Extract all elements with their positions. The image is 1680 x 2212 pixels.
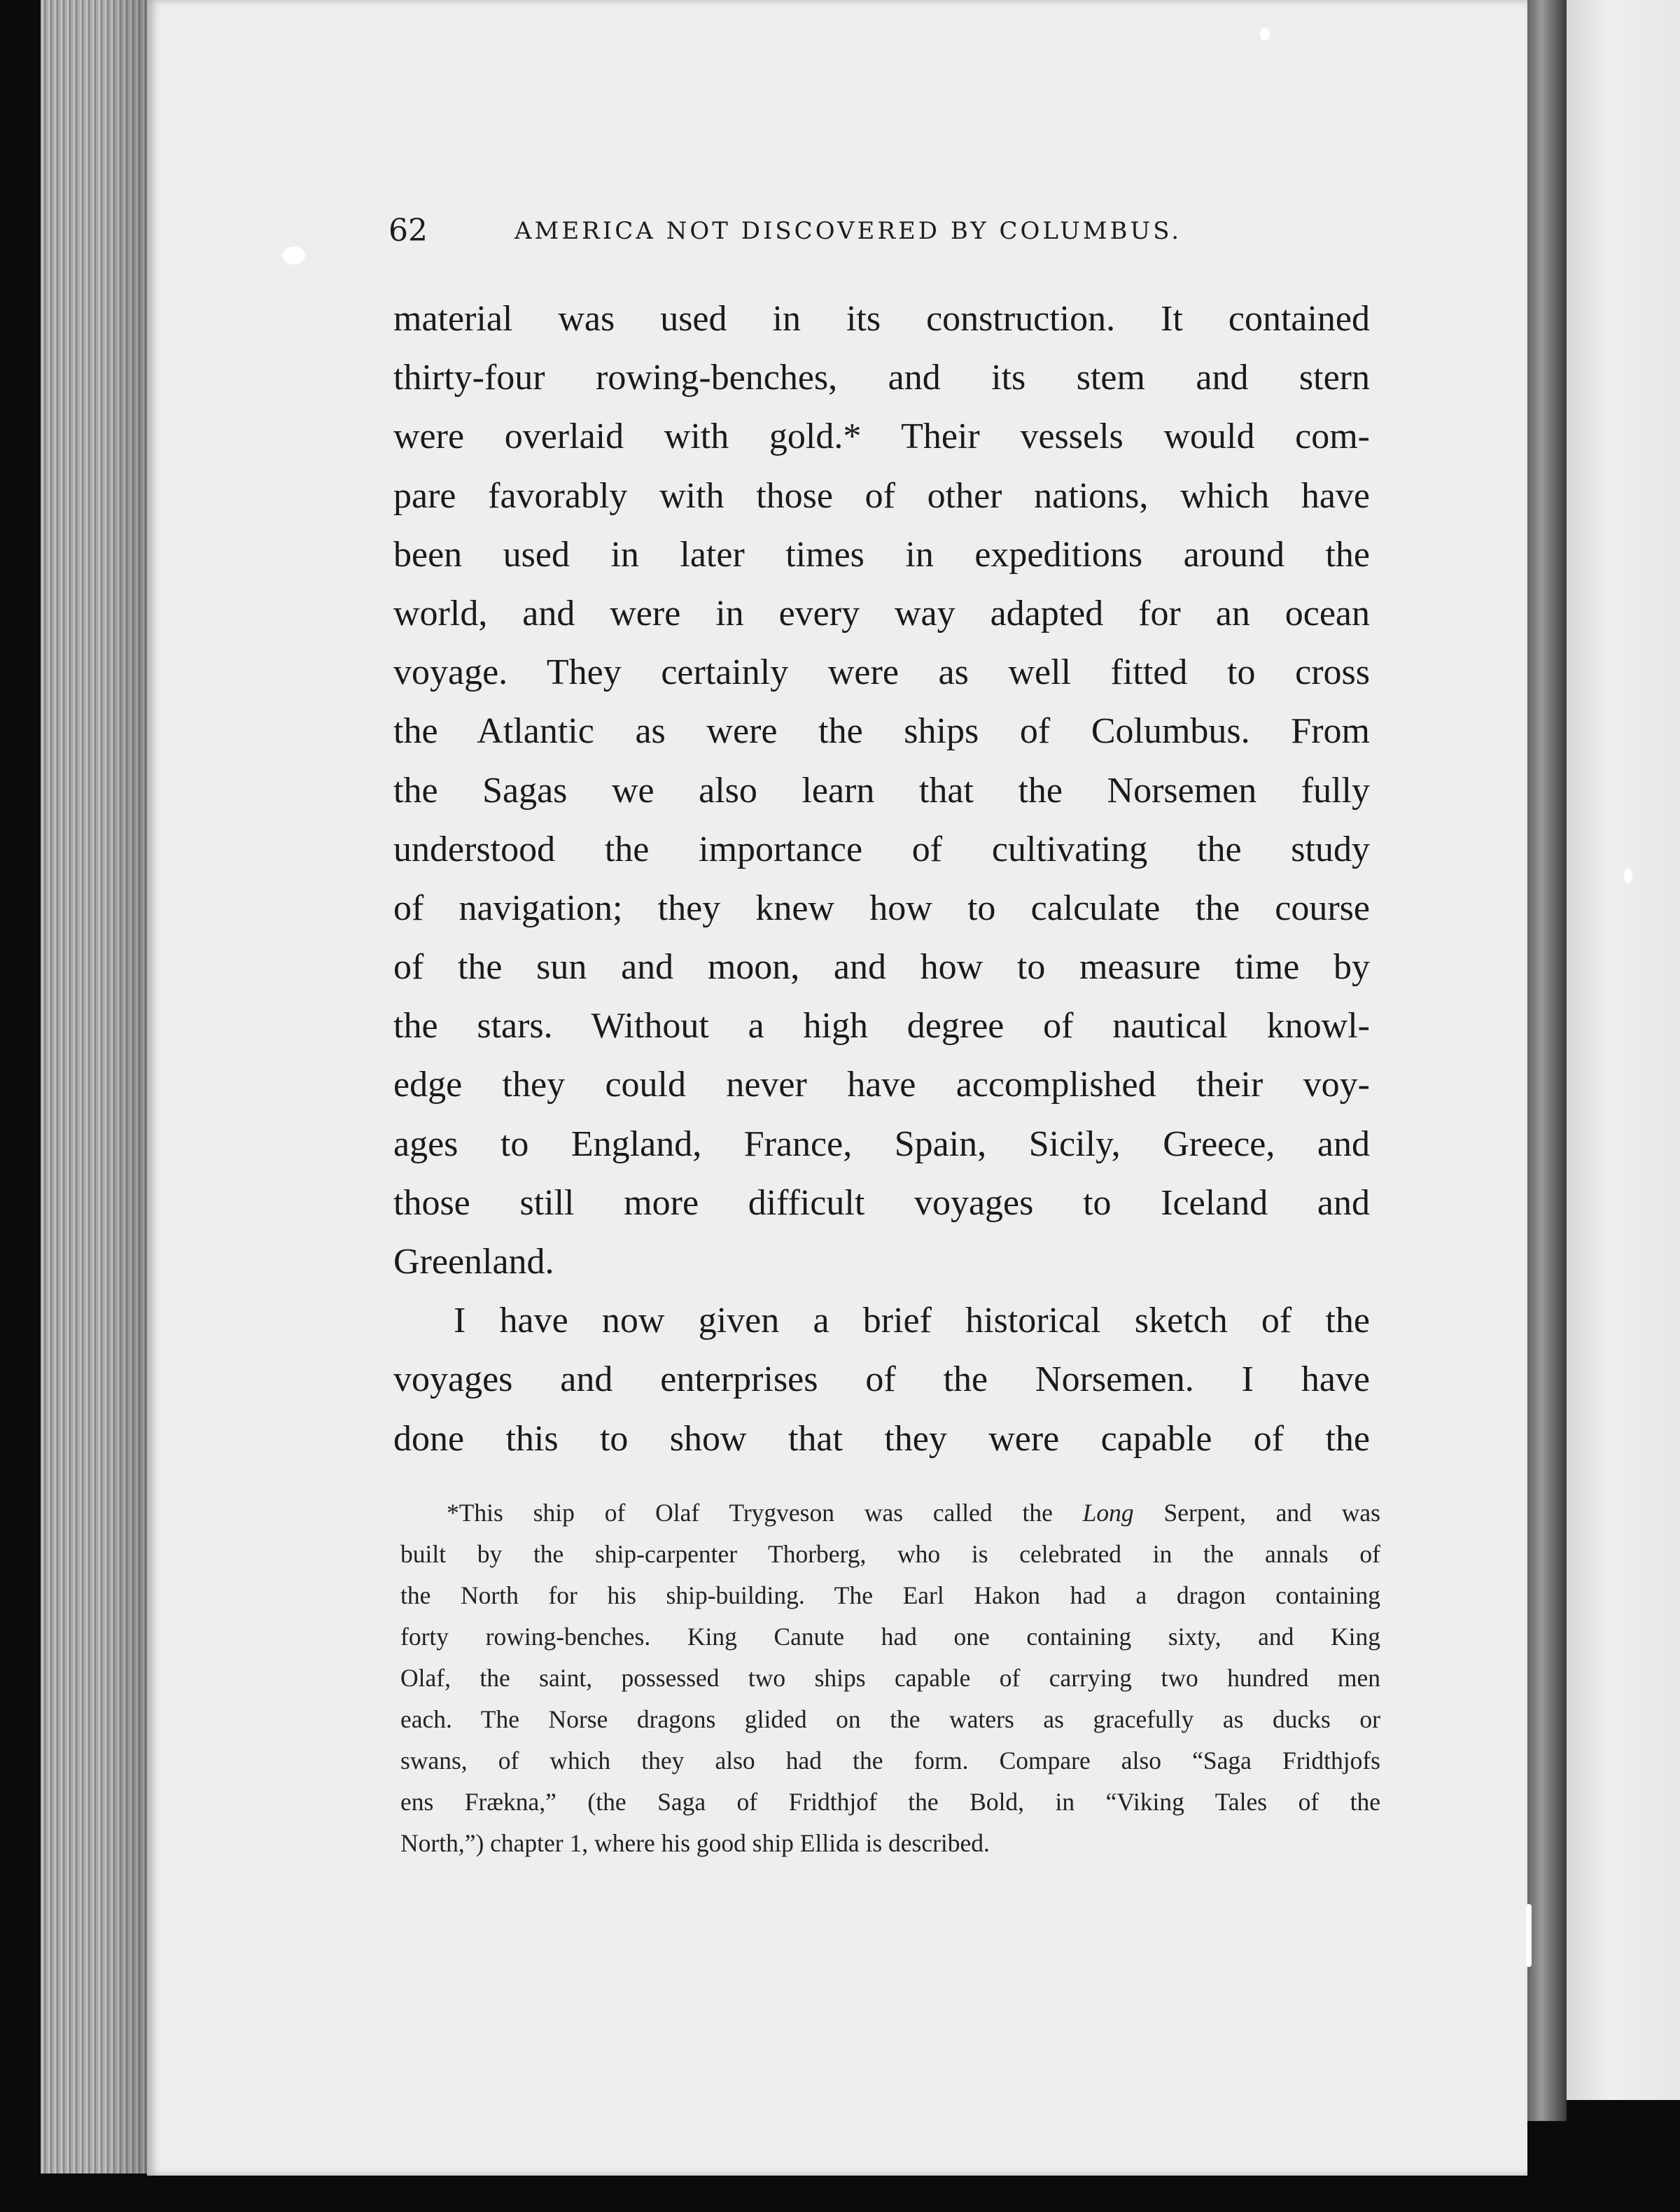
footnote-line: the North for his ship-building. The Earl Hakon had a dragon containing [400,1581,1380,1609]
footnote-italic-text: Long [1082,1499,1134,1527]
body-line: done this to show that they were capable of the [393,1418,1370,1459]
body-line: understood the importance of cultivating the study [393,829,1370,869]
body-line: the Atlantic as were the ships of Columbus. From [393,711,1370,752]
body-line: were overlaid with gold.* Their vessels would com- [393,416,1370,457]
footnote-line: built by the ship-carpenter Thorberg, who is celebrated in the annals of [400,1540,1380,1568]
body-line: the Sagas we also learn that the Norsemen fully [393,770,1370,811]
body-text [393,290,1370,1469]
footnote-line: Olaf, the saint, possessed two ships capable of carrying two hundred men [400,1664,1380,1692]
page-number: 62 [388,213,428,248]
body-line: voyage. They certainly were as well fitted to cross [393,652,1370,693]
footnote-line: North,”) chapter 1, where his good ship Ellida is described. [400,1829,990,1857]
running-head [388,210,1236,252]
footnote-line: ens Frækna,” (the Saga of Fridthjof the Bold, in “Viking Tales of the [400,1788,1380,1816]
body-line: Greenland. [393,1242,554,1282]
footnote-text: *This ship of Olaf Trygveson was called the [447,1499,1083,1527]
footnote-line: forty rowing-benches. King Canute had one containing sixty, and King [400,1623,1380,1651]
book-gutter [1525,0,1567,2121]
body-line: pare favorably with those of other nations, which have [393,475,1370,516]
footnote-line: swans, of which they also had the form. Compare also “Saga Fridthjofs [400,1746,1380,1774]
body-line: been used in later times in expeditions around the [393,534,1370,575]
body-line: thirty-four rowing-benches, and its stem and stern [393,358,1370,398]
body-line: of navigation; they knew how to calculate the course [393,888,1370,928]
footnote-text: Serpent, and was [1133,1499,1380,1527]
body-line: of the sun and moon, and how to measure time by [393,947,1370,988]
running-title: AMERICA NOT DISCOVERED BY COLUMBUS. [514,217,1182,245]
body-line: edge they could never have accomplished their voy- [393,1065,1370,1105]
body-line: the stars. Without a high degree of nautical knowl- [393,1006,1370,1046]
body-line: material was used in its construction. It contained [393,299,1370,339]
facing-page-edge [1567,0,1680,2100]
paragraph-start-line: I have now given a brief historical sketch of the [454,1301,1370,1341]
footnote-line: each. The Norse dragons glided on the waters as gracefully as ducks or [400,1705,1380,1733]
body-line: voyages and enterprises of the Norsemen. I have [393,1359,1370,1400]
body-line: ages to England, France, Spain, Sicily, Greece, and [393,1124,1370,1164]
body-line: those still more difficult voyages to Iceland and [393,1182,1370,1223]
footnote [400,1492,1380,1864]
footnote-line [400,1492,1380,1534]
body-line: world, and were in every way adapted for an ocean [393,593,1370,634]
